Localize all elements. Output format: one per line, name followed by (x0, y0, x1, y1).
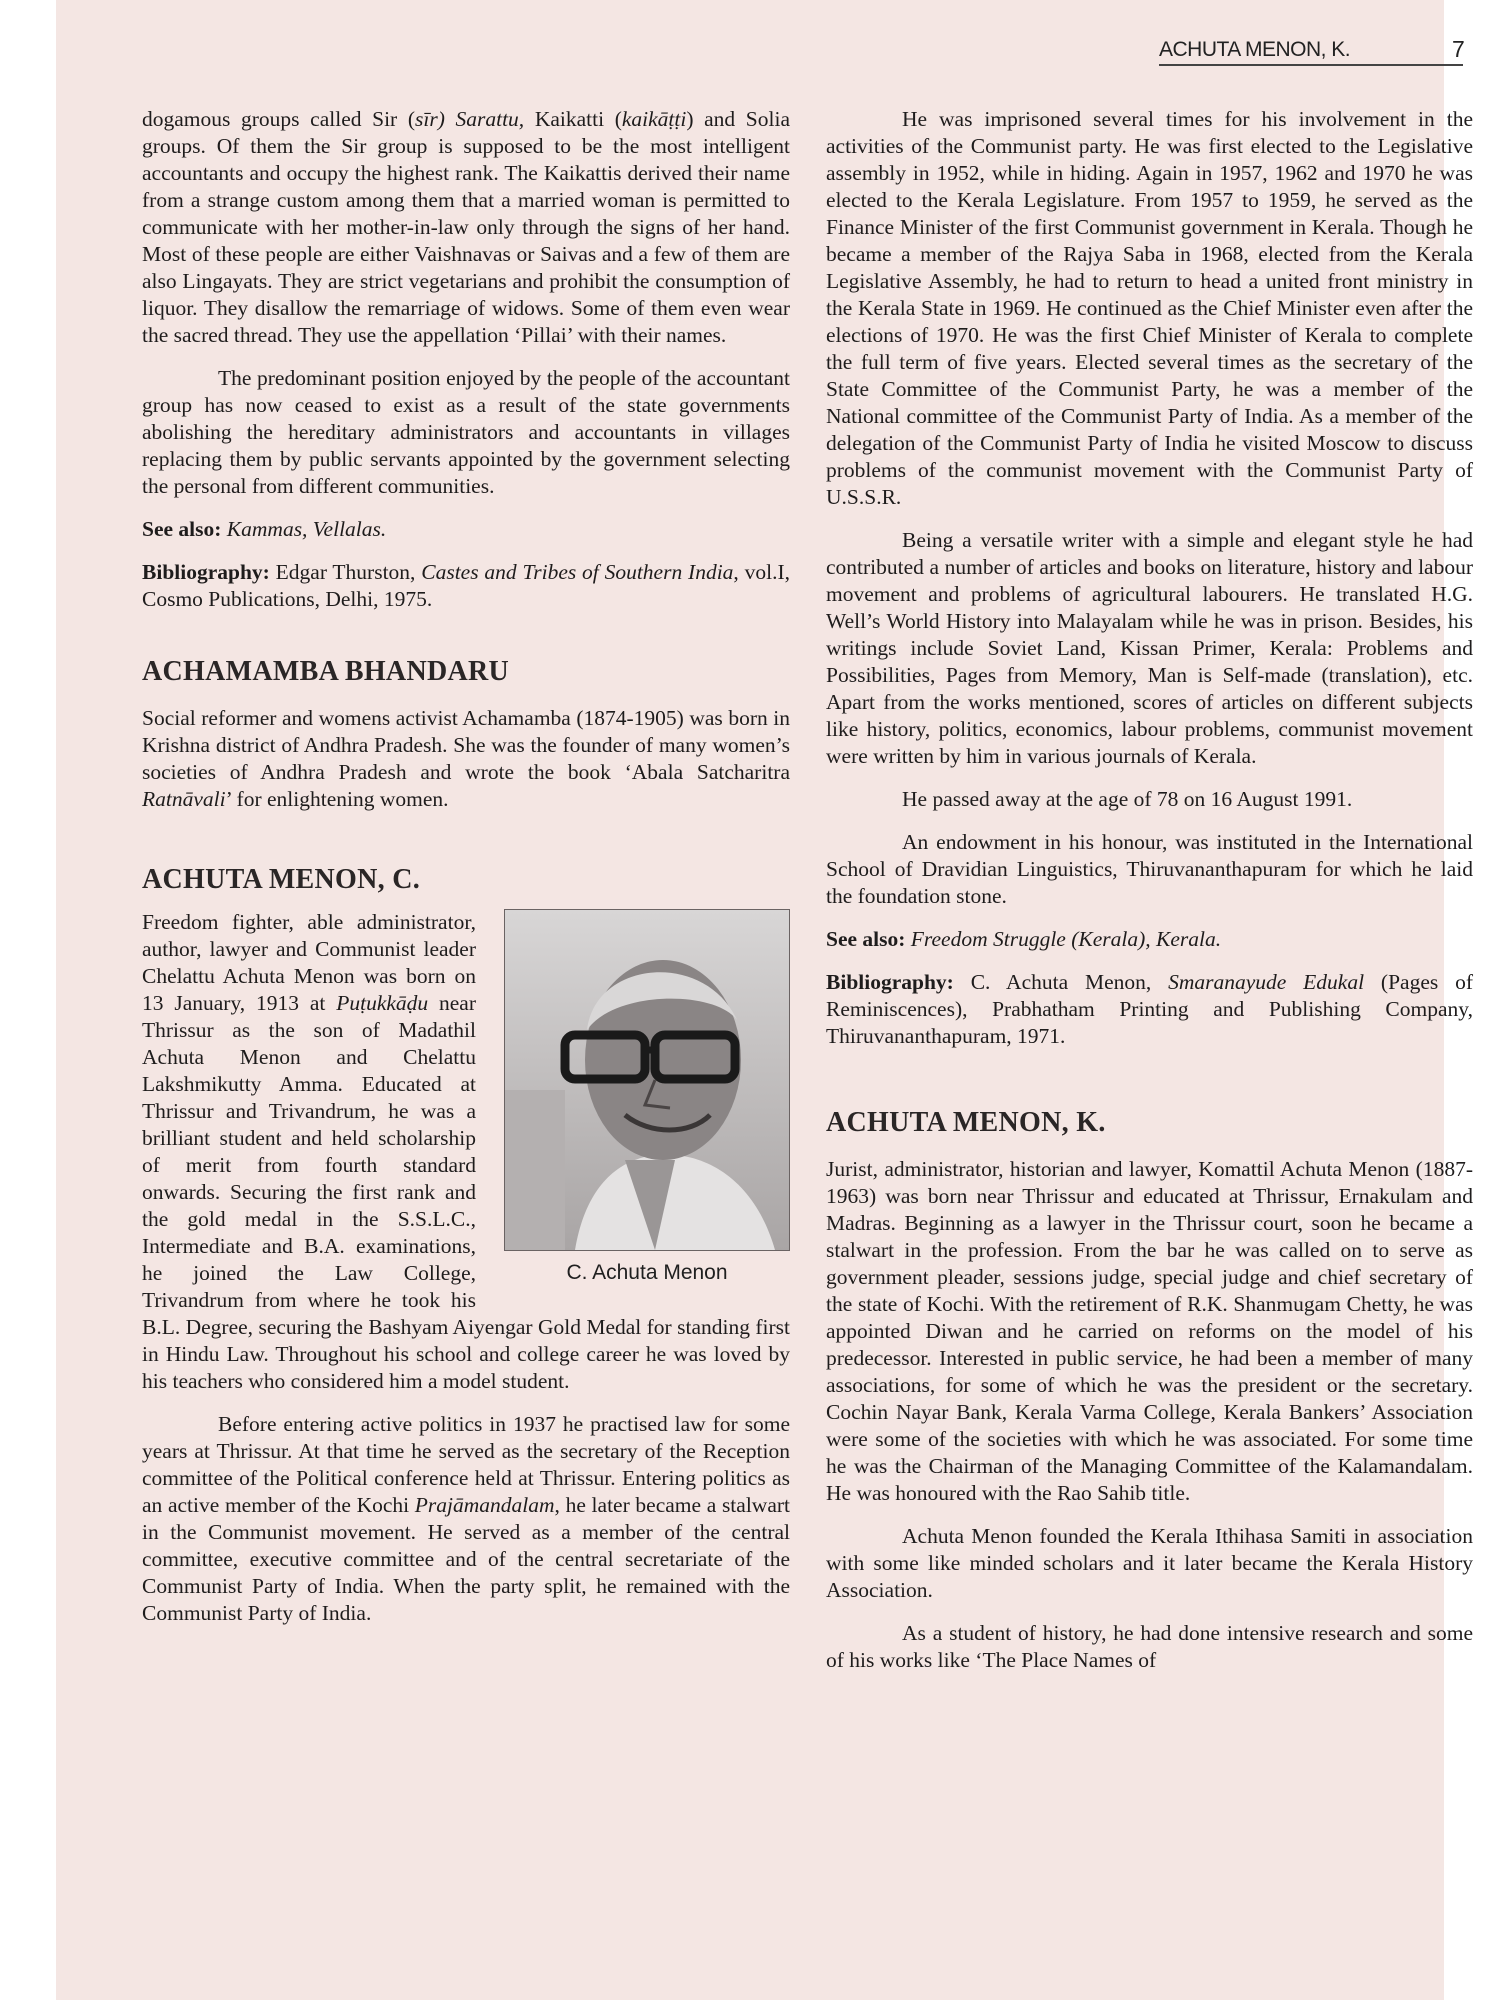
sir-groups-paragraph (142, 106, 790, 349)
see-also-link[interactable]: Freedom Struggle (Kerala), Kerala. (910, 927, 1222, 951)
heading-achamamba-bhandaru: ACHAMAMBA BHANDARU (142, 656, 510, 687)
text-run: Kaikatti ( (524, 107, 622, 131)
bibliography-rest: , vol.I, Cosmo Publications, Delhi, 1975. (142, 560, 790, 611)
bibliography-line (826, 969, 1473, 1050)
accountant-group-paragraph: The predominant position enjoyed by the people of the accountant group has now ceased to exist as a result of the state governments abolishing the hereditary administrators and accountants in villages replacing them by public servants appointed by the government selecting the personal from different communities. (142, 366, 790, 498)
bibliography-author: C. Achuta Menon, (970, 970, 1152, 994)
writer-paragraph: Being a versatile writer with a simple and elegant style he had contributed a number of articles and books on literature, history and labour movement and problems of agricultural labourers. He translated H.G. Well’s World History into Malayalam while he was in prison. Besides, his writings include Soviet Land, Kissan Primer, Kerala: Problems and Possibilities, Pages from Memory, Man is Self-made (translation), etc. Apart from the works mentioned, scores of articles on different subjects like history, politics, economics, labour problems, communist movement were written by him in various journals of Kerala. (826, 528, 1473, 768)
italic-term: kaikāṭṭi (621, 107, 687, 131)
bibliography-title: Castes and Tribes of Southern India (421, 560, 734, 584)
achuta-c-politics-paragraph (142, 1411, 790, 1627)
achuta-k-bio-paragraph: Jurist, administrator, historian and lawyer, Komattil Achuta Menon (1887-1963) was born near Thrissur and educated at Thrissur, Ernakulam and Madras. Beginning as a lawyer in the Thrissur court, soon he became a stalwart in the profession. From the bar he was called on to serve as government pleader, sessions judge, special judge and chief secretary of the state of Kochi. With the retirement of R.K. Shanmugam Chetty, he was appointed Diwan and he carried on reforms on the model of his predecessor. Interested in public service, he had been a member of many associations, for some of which he was the president or the secretary. Cochin Nayar Bank, Kerala Varma College, Kerala Bankers’ Association were some of the societies with which he was associated. For some time he was the Chairman of the Managing Committee of the Kalamandalam. He was honoured with the Rao Sahib title. (826, 1157, 1473, 1505)
portrait-figure (490, 909, 790, 1286)
text-run: dogamous groups called Sir ( (142, 107, 415, 131)
bibliography-label: Bibliography: (142, 560, 270, 584)
history-association-paragraph: Achuta Menon founded the Kerala Ithihasa Samiti in association with some like minded scholars and it later became the Kerala History Association. (826, 1524, 1473, 1602)
portrait-caption: C. Achuta Menon (566, 1261, 728, 1284)
text-run: Freedom fighter, able administrator, author, lawyer and Communist leader Chelattu Achuta Menon was born on 13 January, 1913 at (142, 910, 476, 1015)
research-paragraph: As a student of history, he had done intensive research and some of his works like ‘The Place Names of (826, 1621, 1473, 1672)
running-header-title: ACHUTA MENON, K. (1159, 38, 1351, 61)
header-rule (1159, 64, 1463, 66)
text-run: , he later became a stalwart in the Communist movement. He served as a member of the central committee, executive committee and of the central secretariate of the Communist Party of India. When the party split, he remained with the Communist Party of India. (142, 1493, 790, 1625)
see-also-line (826, 926, 1473, 953)
portrait-photo-icon (504, 909, 790, 1251)
see-also-label: See also: (826, 927, 906, 951)
page-number: 7 (1452, 36, 1465, 62)
right-column (826, 106, 1473, 1690)
achamamba-paragraph (142, 705, 790, 813)
imprisonment-paragraph: He was imprisoned several times for his involvement in the activities of the Communist party. He was first elected to the Legislative assembly in 1952, while in hiding. Again in 1957, 1962 and 1970 he was elected to the Kerala Legislature. From 1957 to 1959, he served as the Finance Minister of the first Communist government in Kerala. Though he became a member of the Rajya Saba in 1968, elected from the Kerala Legislative Assembly, he had to return to head a united front ministry in the Kerala State in 1969. He continued as the Chief Minister even after the elections of 1970. He was the first Chief Minister of Kerala to complete the full term of five years. Elected several times as the secretary of the State Committee of the Communist Party, he was a member of the National committee of the Communist Party of India. As a member of the delegation of the Communist Party of India he visited Moscow to discuss problems of the communist movement with the Communist Party of U.S.S.R. (826, 107, 1473, 509)
italic-term: Puṭukkāḍu (336, 991, 429, 1015)
bibliography-label: Bibliography: (826, 970, 954, 994)
bibliography-author: Edgar Thurston, (275, 560, 416, 584)
death-paragraph: He passed away at the age of 78 on 16 August 1991. (902, 787, 1353, 811)
text-run: ’ for enlightening women. (225, 787, 449, 811)
see-also-line (142, 516, 790, 543)
portrait-photo-svg (505, 910, 789, 1250)
text-run: near Thrissur as the son of Madathil Achuta Menon and Chelattu Lakshmikutty Amma. Educated at Thrissur and Trivandrum, he was a brilliant student and held scholarship of merit from fourth standard onwards. Securing the first rank and the gold medal in the S.S.L.C., Intermediate and B.A. examinations, he joined the Law College, Trivandrum from where he took his B.L. Degree, securing the Bashyam Aiyengar Gold Medal for standing first in Hindu Law. Throughout his school and college career he was loved by his teachers who considered him a model student. (142, 991, 790, 1393)
text-run: Social reformer and womens activist Achamamba (1874-1905) was born in Krishna district of Andhra Pradesh. She was the founder of many women’s societies of Andhra Pradesh and wrote the book ‘Abala Satcharitra (142, 706, 790, 784)
heading-achuta-menon-c: ACHUTA MENON, C. (142, 864, 421, 895)
bibliography-title: Smaranayude Edukal (1168, 970, 1365, 994)
italic-term: Ratnāvali (142, 787, 226, 811)
heading-achuta-menon-k: ACHUTA MENON, K. (826, 1107, 1106, 1138)
see-also-link[interactable]: Kammas, Vellalas. (226, 517, 387, 541)
italic-term: sīr) Sarattu, (415, 107, 525, 131)
bibliography-line (142, 559, 790, 613)
encyclopedia-page (56, 0, 1473, 2000)
italic-term: Prajāmandalam (414, 1493, 555, 1517)
text-run: Before entering active politics in 1937 he practised law for some years at Thrissur. At that time he served as the secretary of the Reception committee of the Political conference held at Thrissur. Entering politics as an active member of the Kochi (142, 1412, 790, 1517)
endowment-paragraph: An endowment in his honour, was instituted in the International School of Dravidian Linguistics, Thiruvananthapuram for which he laid the foundation stone. (826, 830, 1473, 908)
left-column (142, 106, 790, 1643)
bibliography-rest: (Pages of Reminiscences), Prabhatham Printing and Publishing Company, Thiruvananthapuram, 1971. (826, 970, 1473, 1048)
text-run: ) and Solia groups. Of them the Sir group is supposed to be the most intelligent accountants and occupy the highest rank. The Kaikattis derived their name from a strange custom among them that a married woman is permitted to communicate with her mother-in-law only through the signs of her hand. Most of these people are either Vaishnavas or Saivas and a few of them are also Lingayats. They are strict vegetarians and prohibit the consumption of liquor. They disallow the remarriage of widows. Some of them even wear the sacred thread. They use the appellation ‘Pillai’ with their names. (142, 107, 790, 347)
see-also-label: See also: (142, 517, 222, 541)
